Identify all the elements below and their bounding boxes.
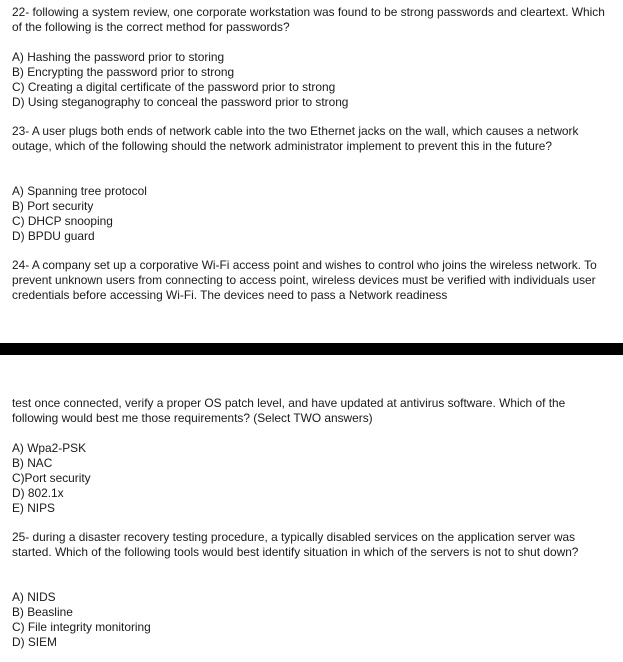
question-22-option-c: C) Creating a digital certificate of the password prior to strong	[12, 80, 336, 94]
question-22-text: 22- following a system review, one corporate workstation was found to be strong passwords and cleartext. Which of the following is the correct method for passwords?	[12, 5, 605, 34]
question-23-option-c: C) DHCP snooping	[12, 214, 113, 228]
question-25-option-d: D) SIEM	[12, 635, 57, 649]
question-23-option-d: D) BPDU guard	[12, 229, 95, 243]
question-25-option-a: A) NIDS	[12, 590, 56, 604]
question-24-text-part1: 24- A company set up a corporative Wi-Fi access point and wishes to control who joins the wireless network. To prevent unknown users from connecting to access point, wireless devices must be verified with individuals user credentials before accessing Wi-Fi. The devices need to pass a Network readiness	[12, 258, 597, 302]
question-25-text: 25- during a disaster recovery testing procedure, a typically disabled services on the application server was started. Which of the following tools would best identify situation in which of the servers is not to shut down?	[12, 530, 579, 559]
question-22-option-d: D) Using steganography to conceal the password prior to strong	[12, 95, 349, 109]
question-22-option-b: B) Encrypting the password prior to strong	[12, 65, 235, 79]
question-24-option-e: E) NIPS	[12, 501, 55, 515]
page-divider	[0, 343, 623, 355]
page-bottom	[0, 355, 623, 662]
question-23-option-a: A) Spanning tree protocol	[12, 184, 147, 198]
question-24-option-a: A) Wpa2-PSK	[12, 441, 87, 455]
question-22-option-a: A) Hashing the password prior to storing	[12, 50, 225, 64]
question-24-option-b: B) NAC	[12, 456, 53, 470]
question-24-option-c: C)Port security	[12, 471, 91, 485]
question-23-option-b: B) Port security	[12, 199, 94, 213]
question-24-option-d: D) 802.1x	[12, 486, 64, 500]
question-25-option-c: C) File integrity monitoring	[12, 620, 151, 634]
question-24-text-part2: test once connected, verify a proper OS patch level, and have updated at antivirus software. Which of the following would best me those requirements? (Select TWO answers)	[12, 396, 566, 425]
question-25-option-b: B) Beasline	[12, 605, 73, 619]
question-23-text: 23- A user plugs both ends of network cable into the two Ethernet jacks on the wall, which causes a network outage, which of the following should the network administrator implement to prevent this in the future?	[12, 124, 579, 153]
